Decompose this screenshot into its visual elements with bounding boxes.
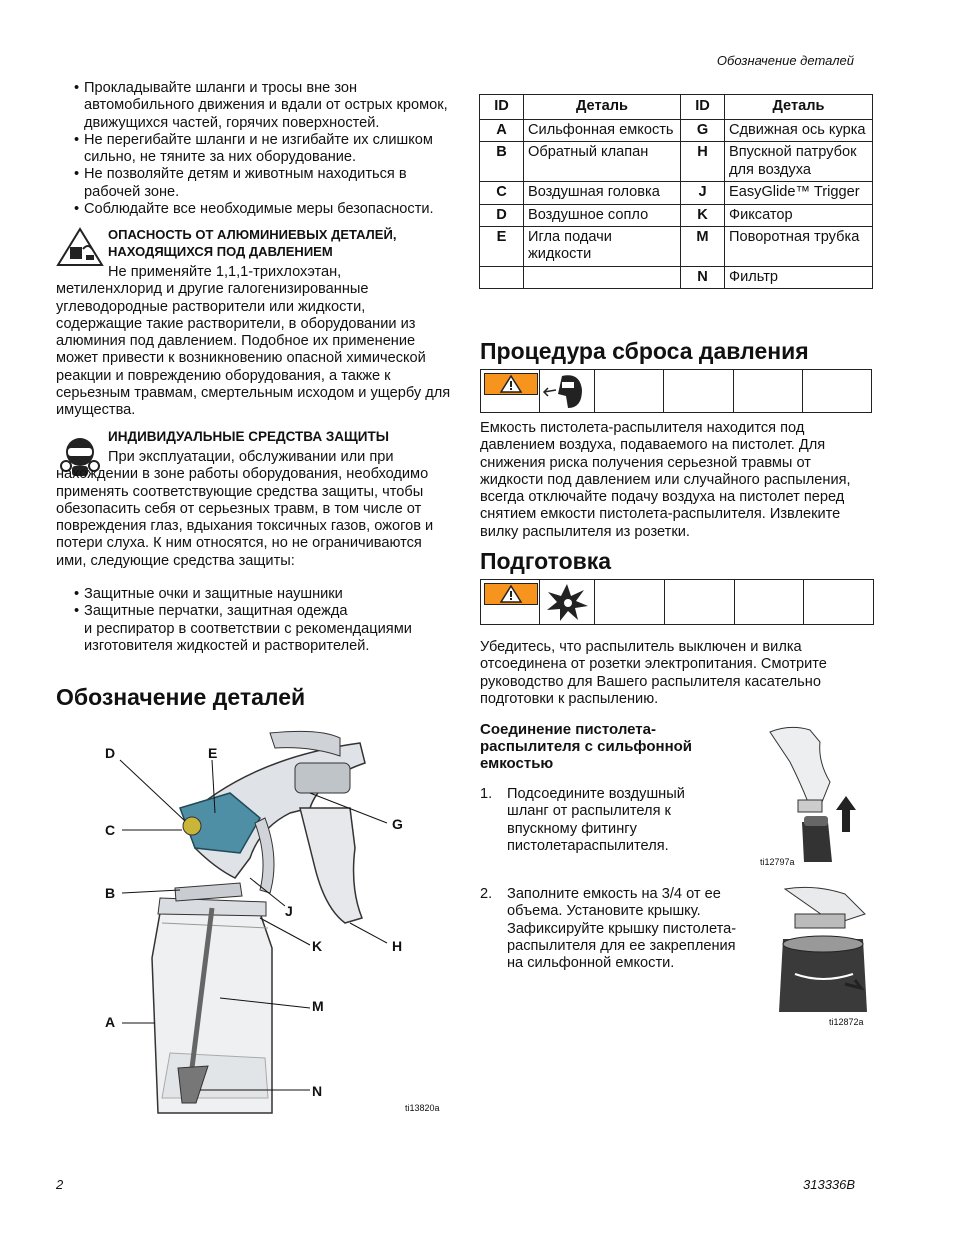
connection-subheading: Соединение пистолета-распылителя с сильфонной емкостью bbox=[480, 721, 693, 772]
safety-bullets bbox=[56, 80, 451, 218]
page-number: 2 bbox=[56, 1177, 64, 1192]
ppe-body: При эксплуатации, обслуживании или при нахождении в зоне работы оборудования, необходимо применять соответствующие средства защиты, чтобы обезопасить себя от серьезных травм, в том числе от повреждения глаз, вдыхания токсичных газов, ожогов и потери слуха. К ним относятся, но не ограничиваются ими, следующие средства защиты: bbox=[56, 449, 434, 569]
table-row: E Игла подачи жидкости M Поворотная трубка bbox=[480, 227, 873, 267]
table-row: N Фильтр bbox=[480, 266, 873, 288]
list-item: • Не перегибайте шланги и не изгибайте их слишком сильно, не тяните за них оборудование. bbox=[56, 132, 451, 167]
table-row: A Сильфонная емкость G Сдвижная ось курка bbox=[480, 120, 873, 142]
figure-label-e: E bbox=[208, 745, 218, 761]
column-header: Деталь bbox=[524, 95, 681, 120]
step-text: Подсоедините воздушный шланг от распылителя к впускному фитингу пистолетараспылителя. bbox=[507, 786, 685, 854]
figure-code: ti13820a bbox=[405, 1103, 440, 1113]
figure-code: ti12872a bbox=[829, 1017, 864, 1027]
warning-cell bbox=[481, 580, 540, 624]
running-header: Обозначение деталей bbox=[716, 53, 854, 68]
list-item: • Прокладывайте шланги и тросы вне зон автомобильного движения и вдали от острых кромок, движущихся частей, горячих поверхностей. bbox=[56, 80, 451, 132]
list-item: • Защитные очки и защитные наушники bbox=[56, 586, 451, 603]
figure-label-a: A bbox=[105, 1014, 116, 1030]
table-row: C Воздушная головка J EasyGlide™ Trigger bbox=[480, 182, 873, 204]
figure-code: ti12797a bbox=[760, 857, 795, 867]
figure-label-k: K bbox=[312, 938, 323, 954]
aluminum-warning-body: Не применяйте 1,1,1-трихлохэтан, метиленхлорид и другие галогенизированные углеводородные растворители или жидкости, содержащие такие растворители, в оборудовании из алюминия под давлением. Подобное их применение может привести к возникновению опасной химической реакции и повреждению оборудования, а также к серьезным травмам, смертельным исходом и ущербу для имущества. bbox=[56, 264, 451, 419]
document-number: 313336B bbox=[803, 1177, 856, 1192]
figure-label-g: G bbox=[392, 816, 403, 832]
column-header: ID bbox=[681, 95, 725, 120]
pressure-relief-heading: Процедура сброса давления bbox=[480, 338, 809, 364]
figure-label-h: H bbox=[392, 938, 403, 954]
warning-cell bbox=[481, 370, 540, 412]
aluminum-warning-title: ОПАСНОСТЬ ОТ АЛЮМИНИЕВЫХ ДЕТАЛЕЙ, НАХОДЯЩИХСЯ ПОД ДАВЛЕНИЕМ bbox=[108, 227, 397, 259]
preparation-warning-strip bbox=[480, 579, 874, 625]
step-1 bbox=[480, 786, 730, 855]
list-item: • Защитные перчатки, защитная одежда bbox=[56, 603, 451, 620]
warning-icon bbox=[484, 373, 538, 395]
figure-label-n: N bbox=[312, 1083, 323, 1099]
step-number: 1. bbox=[480, 786, 493, 802]
table-row: D Воздушное сопло K Фиксатор bbox=[480, 204, 873, 226]
table-header-row bbox=[480, 95, 873, 120]
parts-heading: Обозначение деталей bbox=[56, 684, 306, 710]
pressure-relief-body: Емкость пистолета-распылителя находится под давлением воздуха, подаваемого на пистолет. Для снижения риска получения серьезной травмы от жидкости под давлением или случайного распыления, всегда отключайте подачу воздуха на пистолет перед снятием емкости пистолета-распылителя. Извлеките вилку распылителя из розетки. bbox=[480, 420, 851, 540]
preparation-body: Убедитесь, что распылитель выключен и вилка отсоединена от розетки электропитания. Смотрите руководство для Вашего распылителя касательно подготовки к распылению. bbox=[480, 639, 827, 707]
chemical-hazard-icon bbox=[56, 227, 104, 267]
list-item: • Соблюдайте все необходимые меры безопасности. bbox=[56, 201, 451, 218]
figure-label-m: M bbox=[312, 998, 324, 1014]
ppe-title: ИНДИВИДУАЛЬНЫЕ СРЕДСТВА ЗАЩИТЫ bbox=[108, 429, 389, 444]
figure-label-d: D bbox=[105, 745, 116, 761]
list-item: • Не позволяйте детям и животным находиться в рабочей зоне. bbox=[56, 166, 451, 201]
preparation-heading: Подготовка bbox=[480, 548, 612, 574]
cup-lock-figure bbox=[775, 884, 870, 1029]
table-row: B Обратный клапан H Впускной патрубок для воздуха bbox=[480, 142, 873, 182]
ppe-continuation: и респиратор в соответствии с рекомендациями изготовителя жидкостей и растворителей. bbox=[84, 621, 412, 655]
figure-label-c: C bbox=[105, 822, 116, 838]
step-2 bbox=[480, 886, 750, 972]
column-header: ID bbox=[480, 95, 524, 120]
injection-hazard-icon bbox=[540, 370, 595, 412]
hose-connection-figure bbox=[760, 722, 870, 872]
warning-icon bbox=[484, 583, 538, 605]
spray-gun-figure bbox=[100, 718, 450, 1118]
figure-label-b: B bbox=[105, 885, 116, 901]
explosion-hazard-icon bbox=[540, 580, 595, 624]
column-header: Деталь bbox=[725, 95, 873, 120]
pressure-warning-strip bbox=[480, 369, 872, 413]
step-number: 2. bbox=[480, 886, 493, 902]
ppe-items bbox=[56, 586, 451, 621]
step-text: Заполните емкость на 3/4 от ее объема. Установите крышку. Зафиксируйте крышку пистолета-распылителя для ее закрепления на сильфонной емкости. bbox=[507, 886, 737, 972]
parts-table bbox=[479, 94, 873, 289]
figure-label-j: J bbox=[285, 903, 293, 919]
